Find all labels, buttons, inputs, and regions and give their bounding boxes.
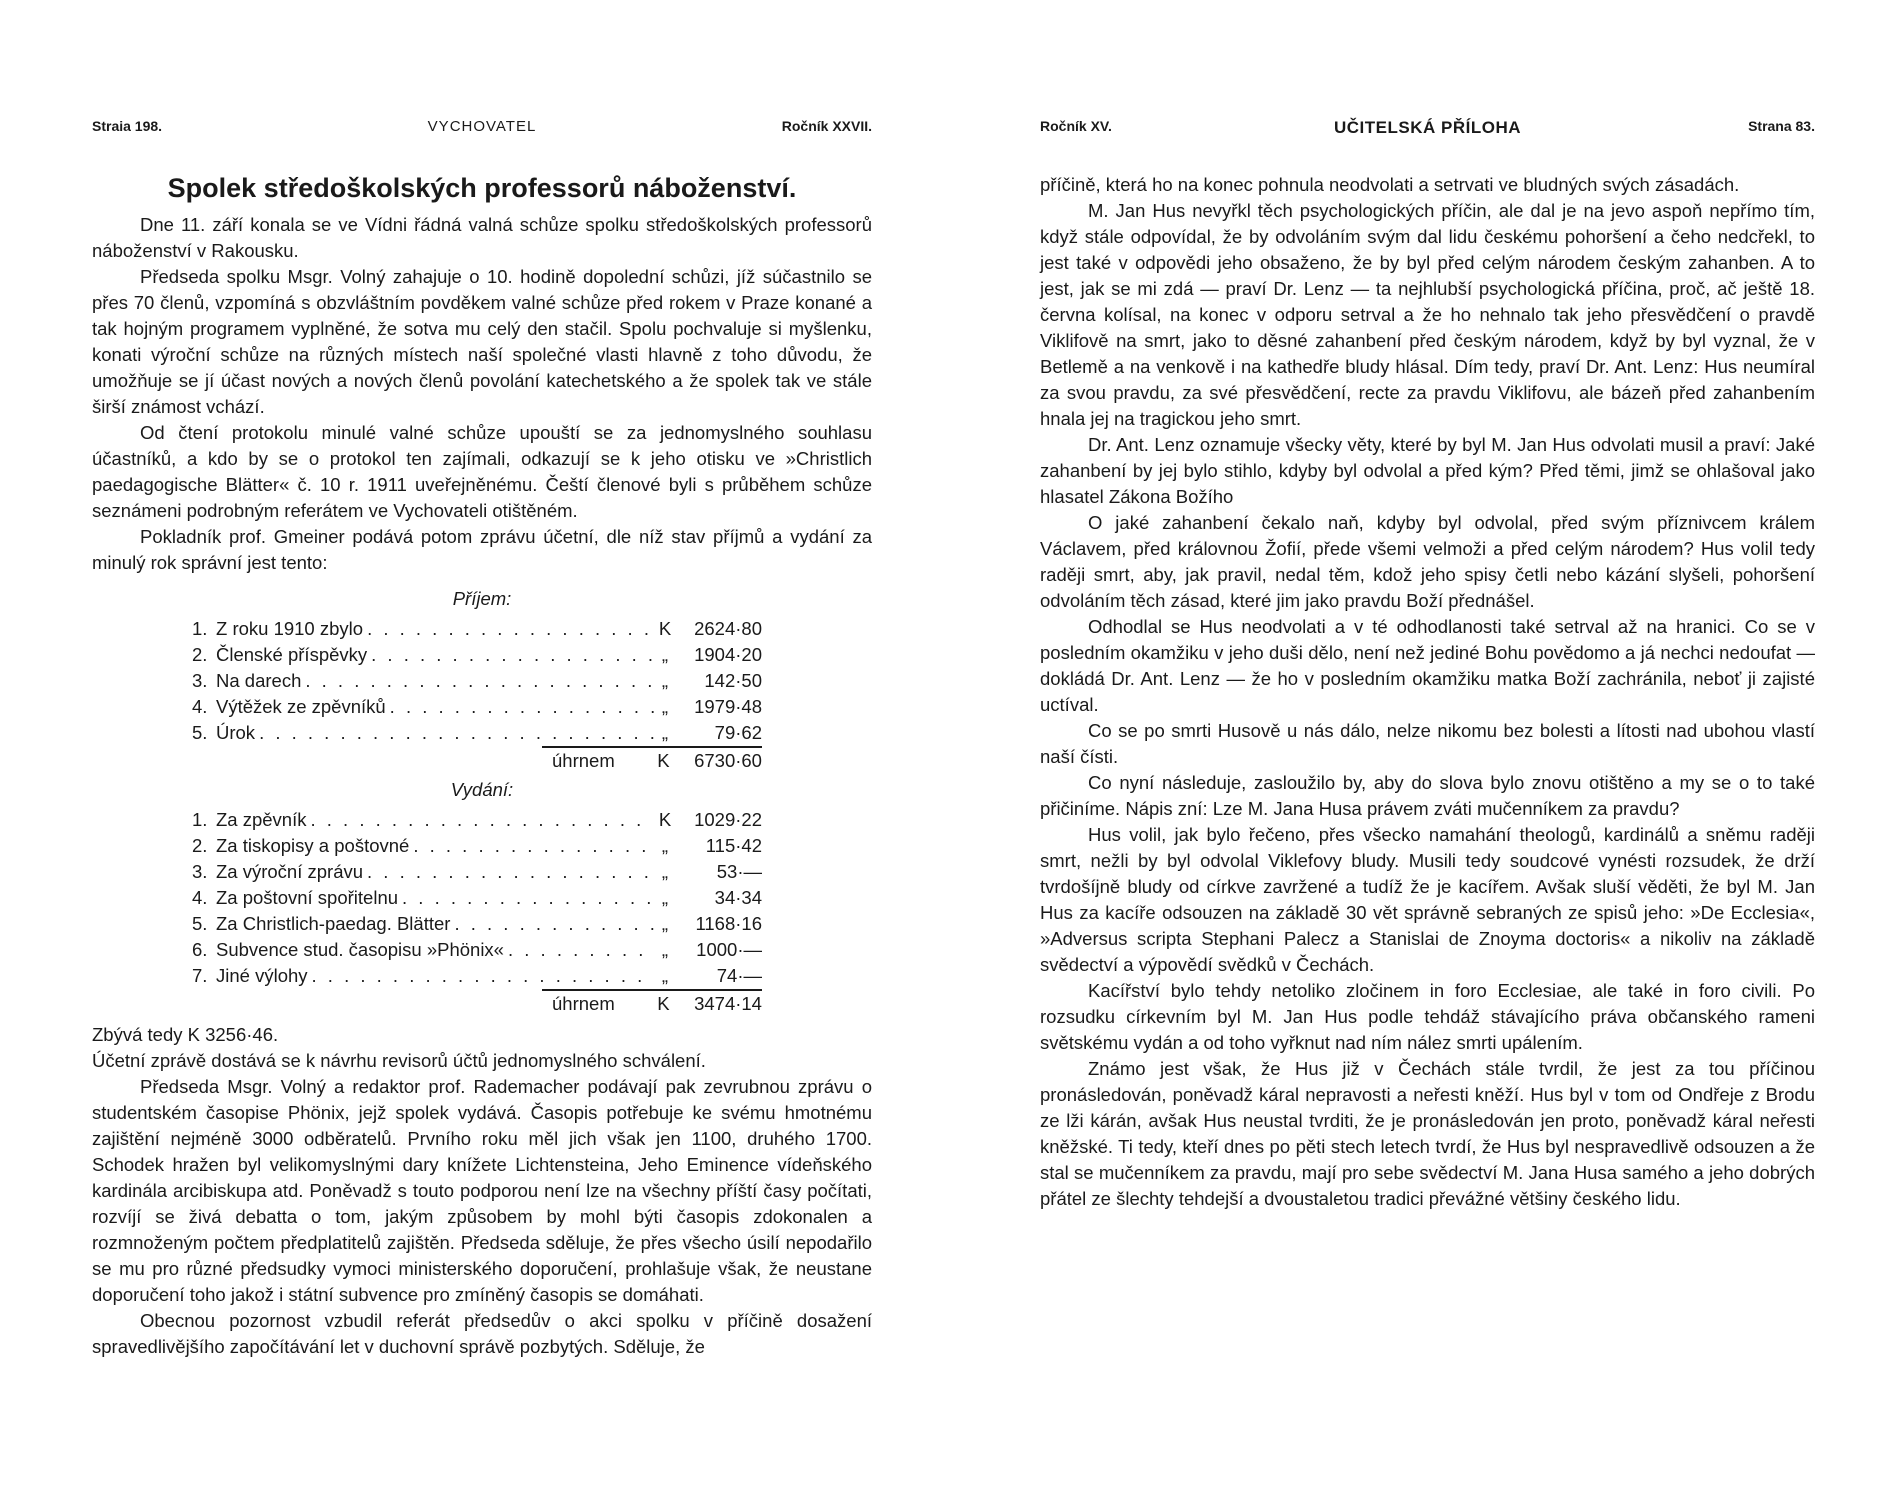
row-label: Členské příspěvky (216, 644, 368, 665)
leader-dots (255, 720, 654, 746)
row-number: 1. (192, 809, 208, 830)
row-amount: 1979·48 (694, 696, 762, 717)
right-body (1040, 172, 1815, 1212)
leader-dots (301, 668, 654, 694)
row-number: 5. (192, 913, 208, 934)
left-running-header (92, 118, 872, 140)
paragraph: Co nyní následuje, zasloužilo by, aby do slova bylo znovu otištěno a my se o to také přičiníme. Nápis zní: Lze M. Jana Husa právem zváti mučenníkem za pravdu? (1040, 772, 1815, 819)
leader-dots (386, 694, 654, 720)
row-currency: „ (661, 887, 669, 908)
row-amount: 1168·16 (695, 913, 762, 934)
paragraph: příčině, která ho na konec pohnula neodvolati a setrvati ve bludných svých zásadách. (1040, 174, 1740, 195)
row-number: 4. (192, 696, 208, 717)
leader-dots (363, 859, 654, 885)
row-number: 2. (192, 835, 208, 856)
row-currency: „ (661, 670, 669, 691)
row-number: 3. (192, 861, 208, 882)
income-row (192, 668, 762, 694)
row-label: Výtěžek ze zpěvníků (216, 696, 386, 717)
expense-row (192, 963, 762, 989)
expenses-total (192, 989, 762, 1016)
income-row (192, 616, 762, 642)
paragraph: Hus volil, jak bylo řečeno, přes všecko namahání theologů, kardinálů a sněmu raději smrt, nežli by byl odvolal Viklefovy bludy. Musili tedy soudcové vynésti rozsudek, že drží tvrdošíjně bludy od církve zavržené a tudíž že je kacířem. Avšak sluší věděti, že byl M. Jan Hus za kacíře odsouzen na základě 30 vět správně sebraných ze spisů jeho: »De Ecclesia«, »Adversus scripta Stephani Palecz a Stanislai de Znoyma doctoris« a nikoliv na základě svědectví a výpovědí svědků v Čechách. (1040, 824, 1815, 975)
row-label: Za výroční zprávu (216, 861, 364, 882)
expense-row (192, 937, 762, 963)
paragraph: Kacířství bylo tehdy netoliko zločinem in foro Ecclesiae, ale také in foro civili. Po rozsudku církevním byl M. Jan Hus podle tehdáž stávajícího práva občanského rameni světskému vydán a od toho vyřknut nad ním nález smrti upálením. (1040, 980, 1815, 1053)
paragraph: Odhodlal se Hus neodvolati a v té odhodlanosti také setrval až na hranici. Co se v posledním okamžiku v jeho duši dělo, není než jediné Bohu povědomo a já nechci nedoufat — dokládá Dr. Ant. Lenz — že ho v posledním okamžiku matka Boží zachránila, neboť ji zajisté uctíval. (1040, 616, 1815, 715)
income-row (192, 694, 762, 720)
left-journal-title: VYCHOVATEL (427, 118, 537, 135)
leader-dots (367, 642, 654, 668)
row-label: Úrok (216, 722, 256, 743)
income-row (192, 642, 762, 668)
right-running-header (1040, 118, 1815, 140)
paragraph: Dr. Ant. Lenz oznamuje všecky věty, které by byl M. Jan Hus odvolati musil a praví: Jaké zahanbení by jej bylo stihlo, kdyby byl odvolal a před kým? Před těmi, jimž se ohlašoval jako hlasatel Zákona Božího (1040, 434, 1815, 507)
row-currency: „ (661, 939, 669, 960)
paragraph: Pokladník prof. Gmeiner podává potom zprávu účetní, dle níž stav příjmů a vydání za minulý rok správní jest tento: (92, 526, 872, 573)
row-amount: 2624·80 (694, 618, 762, 639)
row-currency: „ (661, 644, 669, 665)
row-amount: 1000·— (696, 939, 762, 960)
total-amount: 3474·14 (694, 993, 762, 1014)
row-label: Za zpěvník (216, 809, 307, 830)
paragraph: Známo jest však, že Hus již v Čechách stále tvrdil, že jest za tou příčinou pronásledován, poněvadž káral nepravosti a neřesti kněží. Hus byl v tom od Ondřeje z Brodu ze lži kárán, avšak Hus neustal tvrditi, že je pronásledován jen proto, poněvadž káral neřesti kněžské. Ti tedy, kteří dnes po pěti stech letech tvrdí, že Hus byl nespravedlivě odsouzen a že stal se mučenníkem za pravdu, mají pro sebe svědectví M. Jana Husa samého a jeho dobrých přátel ze šlechty tehdejší a dvoustaletou tradici převážné většiny českého lidu. (1040, 1058, 1815, 1209)
left-volume: Ročník XXVII. (781, 118, 872, 134)
paragraph: Od čtení protokolu minulé valné schůze upouští se za jednomyslného souhlasu účastníků, a kdo by se o protokol ten zajímali, odkazují se k jeho otisku ve »Christlich paedagogische Blätter« č. 10 r. 1911 uveřejněnému. Čeští členové byli s průběhem schůze seznámeni podrobným referátem ve Vychovateli otištěném. (92, 422, 872, 521)
row-label: Na darech (216, 670, 302, 691)
expense-row (192, 807, 762, 833)
row-amount: 115·42 (705, 835, 762, 856)
budget-table (92, 584, 872, 1016)
paragraph: Co se po smrti Husově u nás dálo, nelze nikomu bez bolesti a lítosti nad ubohou vlastí naší čísti. (1040, 720, 1815, 767)
expense-row (192, 885, 762, 911)
row-amount: 1904·20 (694, 644, 762, 665)
left-page (92, 0, 872, 1501)
left-page-number: Straia 198. (92, 118, 163, 134)
expense-row (192, 911, 762, 937)
row-amount: 79·62 (714, 722, 762, 743)
total-currency: K (657, 993, 670, 1014)
income-row (192, 720, 762, 746)
row-currency: K (658, 809, 672, 830)
row-label: Z roku 1910 zbylo (216, 618, 364, 639)
row-label: Za Christlich-paedag. Blätter (216, 913, 451, 934)
row-label: Jiné výlohy (216, 965, 308, 986)
row-number: 4. (192, 887, 208, 908)
income-heading: Příjem: (452, 588, 512, 609)
paragraph: Dne 11. září konala se ve Vídni řádná valná schůze spolku středoškolských professorů náboženství v Rakousku. (92, 214, 872, 261)
row-number: 7. (192, 965, 208, 986)
leader-dots (307, 807, 655, 833)
row-amount: 53·— (716, 861, 762, 882)
row-amount: 34·34 (714, 887, 762, 908)
leader-dots (409, 833, 654, 859)
right-supplement-title: UČITELSKÁ PŘÍLOHA (1334, 118, 1521, 137)
row-number: 3. (192, 670, 208, 691)
row-number: 2. (192, 644, 208, 665)
row-number: 1. (192, 618, 208, 639)
row-amount: 1029·22 (694, 809, 762, 830)
row-currency: „ (661, 965, 669, 986)
right-page (1040, 0, 1815, 1501)
row-number: 5. (192, 722, 208, 743)
paragraph: Obecnou pozornost vzbudil referát předsedův o akci spolku v příčině dosažení spravedlivějšího započítávání let v duchovní správě pozbytých. Sděluje, že (92, 1310, 872, 1357)
expense-row (192, 833, 762, 859)
expenses-heading: Vydání: (450, 779, 514, 800)
row-currency: „ (661, 913, 669, 934)
total-amount: 6730·60 (694, 750, 762, 771)
row-currency: „ (661, 835, 669, 856)
leader-dots (308, 963, 654, 989)
row-number: 6. (192, 939, 208, 960)
total-label: úhrnem (552, 993, 615, 1014)
row-currency: „ (661, 861, 669, 882)
row-label: Za tiskopisy a poštovné (216, 835, 410, 856)
row-label: Za poštovní spořitelnu (216, 887, 399, 908)
right-volume: Ročník XV. (1040, 118, 1112, 134)
paragraph: Předseda spolku Msgr. Volný zahajuje o 10. hodině dopolední schůzi, jíž súčastnilo se přes 70 členů, vzpomíná s obzvláštním povděkem valné schůze před rokem v Praze konané a tak hojným programem vyplněné, že sotva mu celý den stačil. Spolu pochvaluje si myšlenku, konati výroční schůze na různých místech naší společné vlasti hlavně z toho důvodu, že umožňuje se jí účast nových a nových členů povolání katechetského a že spolek tak ve stále širší známost vchází. (92, 266, 872, 417)
income-total (192, 746, 762, 773)
paragraph: O jaké zahanbení čekalo naň, kdyby byl odvolal, před svým příznivcem králem Václavem, před královnou Žofií, přede všemi velmoži a před celým národem? Hus volil tedy raději smrt, aby, jak pravil, nedal těm, kdož jeho spisy četli nebo kázání slyšeli, pohoršení odvoláním těch zásad, které jim jako pravdu Boží přednášel. (1040, 512, 1815, 611)
leader-dots (450, 911, 654, 937)
remainder-line: Zbývá tedy K 3256·46. (92, 1024, 279, 1045)
row-currency: „ (661, 696, 669, 717)
paragraph: M. Jan Hus nevyřkl těch psychologických příčin, ale dal je na jevo aspoň nepřímo tím, když stále odpovídal, že by odvoláním svým dal lidu českému pohoršení a čeho nedcřekl, to jest také v odpovědi jeho obsaženo, že by byl před celým národem českým zahanben. A to jest, jak se mi zdá — praví Dr. Lenz — ta nejhlubší psychologická příčina, proč, ač ještě 18. června kolísal, na konec v odporu setrval a že ho nehnalo tak jeho přesvědčení o pravdě Viklifově na smrt, jako to děsné zahanbení před českým národem, když by byl vyznal, že v Betlemě a na venkově i na kathedře bludy hlásal. Dím tedy, praví Dr. Ant. Lenz: Hus neumíral za svou pravdu, za své přesvědčení, recte za pravdu Viklifovu, ale bázeň před zahanbením hnala jej na tragickou jeho smrt. (1040, 200, 1815, 429)
row-amount: 74·— (716, 965, 762, 986)
row-currency: K (658, 618, 672, 639)
row-currency: „ (661, 722, 669, 743)
total-currency: K (657, 750, 670, 771)
leader-dots (363, 616, 654, 642)
total-label: úhrnem (552, 750, 615, 771)
expense-row (192, 859, 762, 885)
paragraph: Účetní zprávě dostává se k návrhu revisorů účtů jednomyslného schválení. (92, 1050, 706, 1071)
left-body (92, 172, 872, 1360)
row-label: Subvence stud. časopisu »Phönix« (216, 939, 504, 960)
income-list (192, 616, 762, 773)
row-amount: 142·50 (704, 670, 762, 691)
leader-dots (398, 885, 654, 911)
right-page-number: Strana 83. (1748, 118, 1815, 134)
expenses-list (192, 807, 762, 1016)
article-title: Spolek středoškolských professorů náboženství. (167, 173, 797, 203)
paragraph: Předseda Msgr. Volný a redaktor prof. Rademacher podávají pak zevrubnou zprávu o studentském časopise Phönix, jejž spolek vydává. Časopis potřebuje ke svému hmotnému zajištění nejméně 3000 odběratelů. Prvního roku měl jich však jen 1100, druhého 1700. Schodek hražen byl velikomyslnými dary knížete Lichtensteina, Jeho Eminence vídeňského kardinála arcibiskupa atd. Poněvadž s touto podporou není lze na všechny příští časy počítati, rozvíjí se živá debatta o tom, jakým způsobem by mohl býti časopis zdokonalen a rozmnoženým počtem předplatitelů zajištěn. Předseda sděluje, že přes všecho úsilí nepodařilo se mu pro různé předsudky vymoci ministerského doporučení, prohlašuje však, že neustane doporučení toho jakož i státní subvence pro zmíněný časopis se domáhati. (92, 1076, 872, 1305)
leader-dots (504, 937, 654, 963)
